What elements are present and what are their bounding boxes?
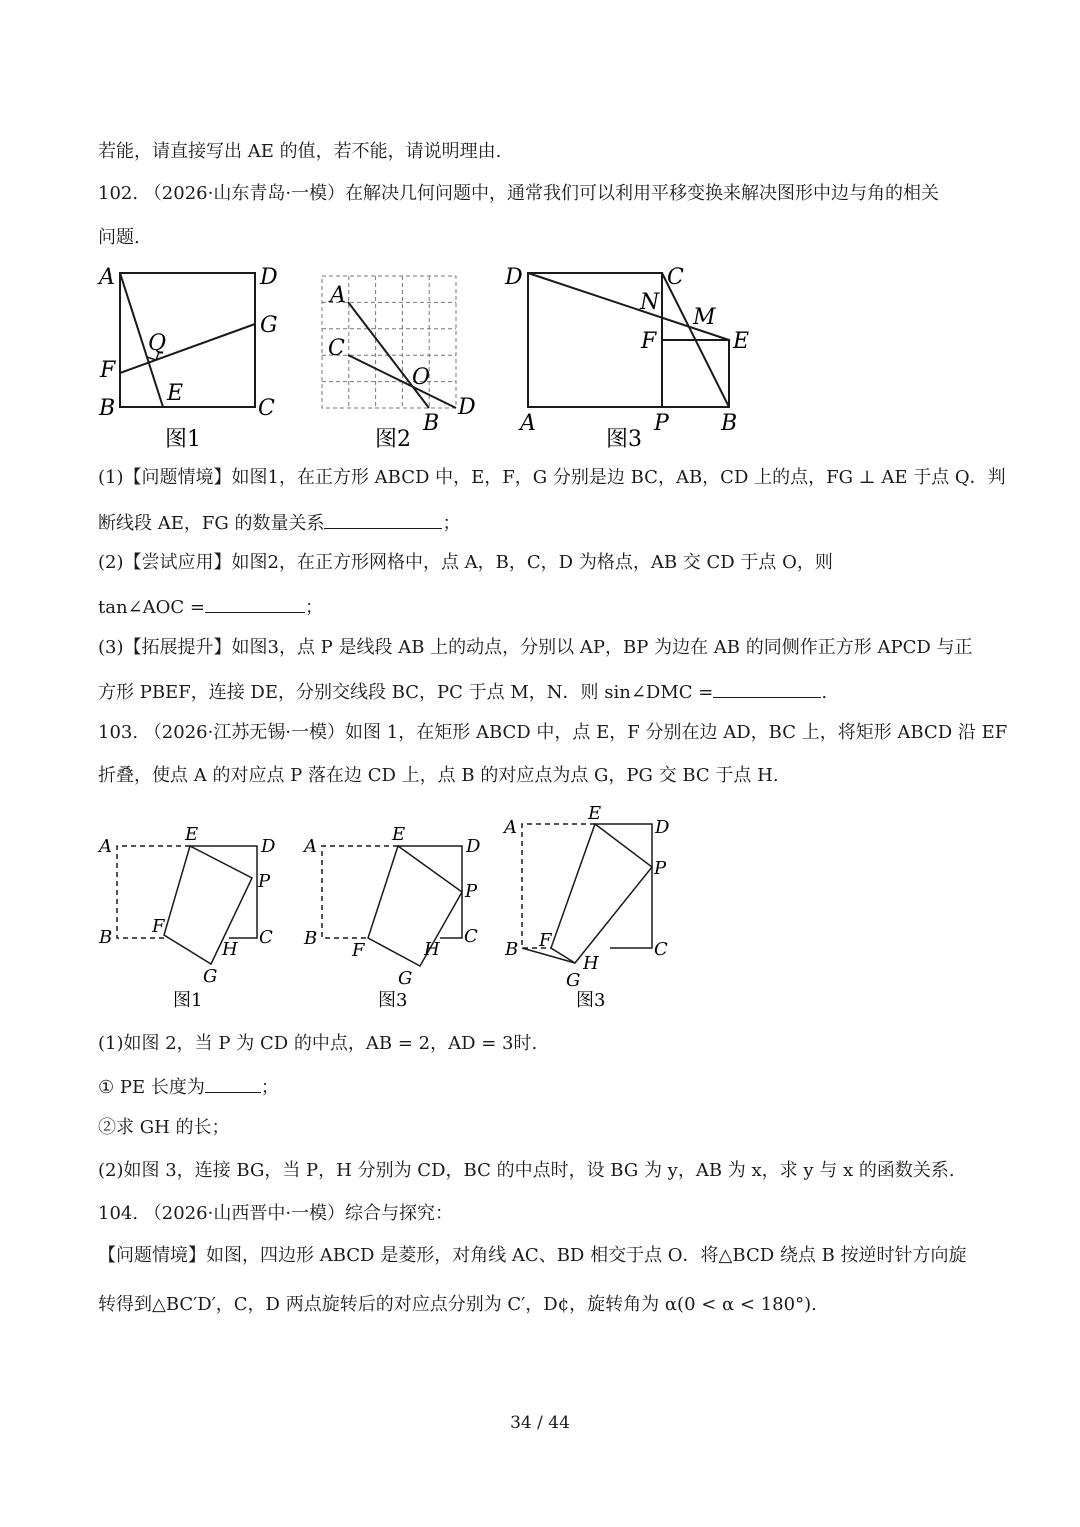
label-C: C <box>259 927 273 948</box>
label-F: F <box>352 940 365 961</box>
label-D: D <box>505 265 523 290</box>
text-line: 若能，请直接写出 AE 的值，若不能，请说明理由. <box>98 141 502 162</box>
label-C: C <box>667 265 684 290</box>
label-B: B <box>721 411 738 436</box>
label-B: B <box>99 396 116 421</box>
label-A: A <box>99 836 112 857</box>
label-Q: Q <box>148 331 167 356</box>
label-C: C <box>654 939 668 960</box>
text-line: (2)如图 3，连接 BG，当 P，H 分别为 CD，BC 的中点时，设 BG 为 y，AB 为 x，求 y 与 x 的函数关系. <box>98 1160 955 1181</box>
label-M: M <box>693 305 716 330</box>
answer-blank[interactable] <box>205 594 305 613</box>
figure-103-2 <box>300 822 490 1017</box>
caption: 图3 <box>378 990 408 1011</box>
figure-103-3 <box>500 800 690 1017</box>
text-line: (1)【问题情境】如图1，在正方形 ABCD 中，E，F，G 分别是边 BC，AB，CD 上的点，FG ⊥ AE 于点 Q．判 <box>98 467 1006 488</box>
label-G: G <box>566 970 581 991</box>
label-D: D <box>466 836 481 857</box>
answer-blank[interactable] <box>713 679 821 698</box>
label-F: F <box>641 329 657 354</box>
label-H: H <box>222 939 238 960</box>
answer-blank[interactable] <box>324 510 442 529</box>
text-line: tan∠AOC = ； <box>98 594 323 620</box>
label-C: C <box>328 336 345 361</box>
label-E: E <box>733 329 750 354</box>
answer-blank[interactable] <box>205 1074 261 1093</box>
text-line: 方形 PBEF，连接 DE，分别交线段 BC，PC 于点 M，N．则 sin∠DMC = . <box>98 679 827 705</box>
figure-102-2 <box>315 262 485 457</box>
label-E: E <box>185 824 199 845</box>
label-A: A <box>330 283 346 308</box>
text-line: (1)如图 2，当 P 为 CD 的中点，AB = 2，AD = 3时. <box>98 1033 538 1054</box>
caption: 图2 <box>375 427 411 452</box>
question-102-title: 102. （2026·山东青岛·一模）在解决几何问题中，通常我们可以利用平移变换来解决图形中边与角的相关 <box>98 183 940 204</box>
caption: 图3 <box>606 427 642 452</box>
text-line: 折叠，使点 A 的对应点 P 落在边 CD 上，点 B 的对应点为点 G，PG 交 BC 于点 H. <box>98 765 779 786</box>
label-B: B <box>505 939 519 960</box>
label-N: N <box>640 290 660 315</box>
question-103-title: 103. （2026·江苏无锡·一模）如图 1，在矩形 ABCD 中，点 E，F 分别在边 AD，BC 上，将矩形 ABCD 沿 EF <box>98 722 1008 743</box>
question-104-title: 104. （2026·山西晋中·一模）综合与探究： <box>98 1203 454 1224</box>
label-F: F <box>539 930 552 951</box>
text-line: 【问题情境】如图，四边形 ABCD 是菱形，对角线 AC、BD 相交于点 O．将△BCD 绕点 B 按逆时针方向旋 <box>98 1245 967 1266</box>
label-G: G <box>203 966 218 987</box>
label-A: A <box>504 817 517 838</box>
text-line: 转得到△BC′D′，C，D 两点旋转后的对应点分别为 C′，D¢，旋转角为 α(0 < α < 180°). <box>98 1294 817 1315</box>
label-C: C <box>258 396 275 421</box>
label-H: H <box>424 939 440 960</box>
label-P: P <box>258 871 271 892</box>
label-P: P <box>654 858 667 879</box>
text-line: 问题. <box>98 227 140 248</box>
caption: 图1 <box>173 990 203 1011</box>
text-line: 断线段 AE，FG 的数量关系 ； <box>98 510 460 536</box>
text-line: (2)【尝试应用】如图2，在正方形网格中，点 A，B，C，D 为格点，AB 交 CD 于点 O，则 <box>98 552 833 573</box>
label-G: G <box>398 968 413 989</box>
label-D: D <box>260 265 278 290</box>
label-D: D <box>458 395 476 420</box>
label-A: A <box>99 265 115 290</box>
label-B: B <box>304 928 318 949</box>
text-line: ① PE 长度为 ； <box>98 1074 279 1100</box>
text-line: (3)【拓展提升】如图3，点 P 是线段 AB 上的动点，分别以 AP，BP 为边在 AB 的同侧作正方形 APCD 与正 <box>98 637 973 658</box>
label-F: F <box>100 358 116 383</box>
label-F: F <box>152 916 165 937</box>
label-B: B <box>423 411 440 436</box>
label-E: E <box>167 381 184 406</box>
label-O: O <box>412 365 431 390</box>
label-G: G <box>260 313 278 338</box>
label-P: P <box>654 411 669 436</box>
figure-103-1 <box>95 822 285 1017</box>
label-C: C <box>464 926 478 947</box>
text-line: ②求 GH 的长； <box>98 1117 230 1138</box>
caption: 图3 <box>576 990 606 1011</box>
figure-102-1 <box>95 262 295 457</box>
page-number: 34 / 44 <box>510 1413 570 1433</box>
label-B: B <box>99 927 113 948</box>
label-H: H <box>583 953 599 974</box>
label-A: A <box>304 836 317 857</box>
figure-102-3 <box>500 262 770 457</box>
label-D: D <box>655 817 670 838</box>
label-E: E <box>392 824 406 845</box>
label-E: E <box>588 803 602 824</box>
label-A: A <box>520 411 536 436</box>
caption: 图1 <box>165 427 201 452</box>
label-D: D <box>261 836 276 857</box>
label-P: P <box>465 881 478 902</box>
